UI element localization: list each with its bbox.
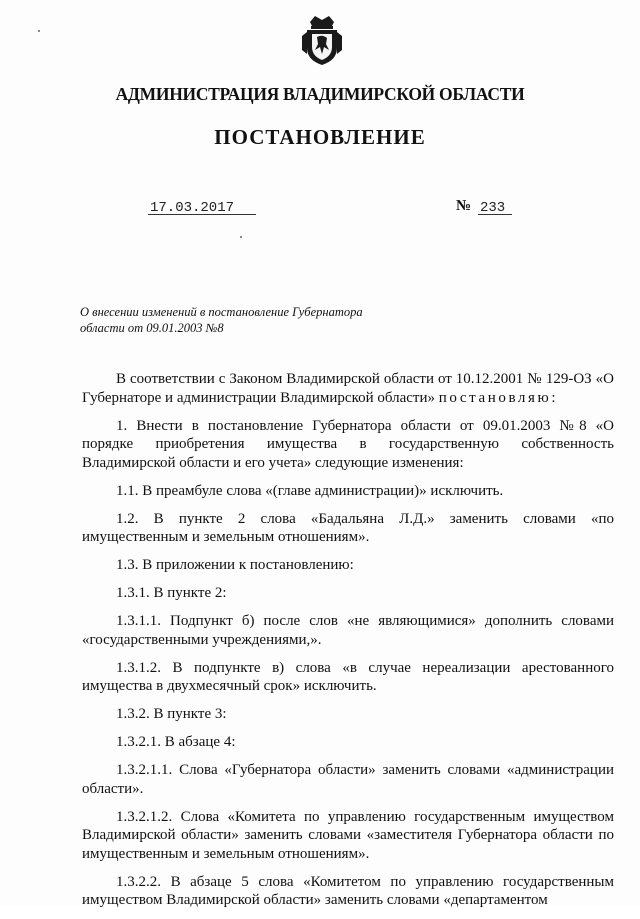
scan-speck bbox=[38, 30, 40, 32]
document-number: 233 bbox=[480, 200, 506, 216]
clause-paragraph: 1. Внести в постановление Губернатора области от 09.01.2003 №8 «О порядке приобретения имущества в государственную собственность Владимирской области и его учета» следующие изменения: bbox=[82, 417, 614, 471]
preamble-paragraph bbox=[82, 370, 614, 407]
document-subject: О внесении изменений в постановление Губернатора области от 09.01.2003 №8 bbox=[80, 305, 363, 335]
number-underline bbox=[478, 214, 512, 215]
clause-paragraph: 1.3.1.2. В подпункте в) слова «в случае нереализации арестованного имущества в двухмесячный срок» исключить. bbox=[82, 659, 614, 694]
document-type: ПОСТАНОВЛЕНИЕ bbox=[214, 125, 426, 149]
clause-paragraph: 1.3.1. В пункте 2: bbox=[116, 585, 227, 601]
preamble-text: В соответствии с Законом Владимирской области от 10.12.2001 № 129-ОЗ «О Губернаторе и администрации Владимирской области» bbox=[82, 371, 614, 406]
clause-paragraph: 1.3.2.1. В абзаце 4: bbox=[116, 734, 236, 750]
organization-name: АДМИНИСТРАЦИЯ ВЛАДИМИРСКОЙ ОБЛАСТИ bbox=[115, 84, 525, 104]
clause-paragraph: 1.3.2.1.1. Слова «Губернатора области» заменить словами «администрации области». bbox=[82, 762, 614, 797]
clause-paragraph: 1.3. В приложении к постановлению: bbox=[116, 557, 354, 573]
document-date: 17.03.2017 bbox=[150, 200, 235, 216]
coat-of-arms-icon bbox=[302, 14, 342, 66]
resolve-word: постановляю: bbox=[438, 389, 559, 406]
clause-paragraph: 1.3.1.1. Подпункт б) после слов «не являющимися» дополнить словами «государственными учреждениями,». bbox=[82, 613, 614, 648]
clause-paragraph: 1.3.2.2. В абзаце 5 слова «Комитетом по управлению государственным имуществом Владимирской области» заменить словами «департаментом bbox=[82, 873, 614, 908]
scan-speck bbox=[240, 236, 242, 238]
number-sign: № bbox=[456, 198, 472, 214]
clause-paragraph: 1.1. В преамбуле слова «(главе администрации)» исключить. bbox=[116, 482, 504, 499]
document-body bbox=[82, 370, 614, 919]
clause-paragraph: 1.2. В пункте 2 слова «Бадальяна Л.Д.» заменить словами «по имущественным и земельным отношениям». bbox=[82, 510, 614, 545]
clause-paragraph: 1.3.2. В пункте 3: bbox=[116, 706, 227, 722]
date-underline bbox=[148, 214, 256, 215]
clause-paragraph: 1.3.2.1.2. Слова «Комитета по управлению государственным имуществом Владимирской области» заменить словами «заместителя Губернатора области по имущественным и земельным отношениям». bbox=[82, 808, 614, 862]
